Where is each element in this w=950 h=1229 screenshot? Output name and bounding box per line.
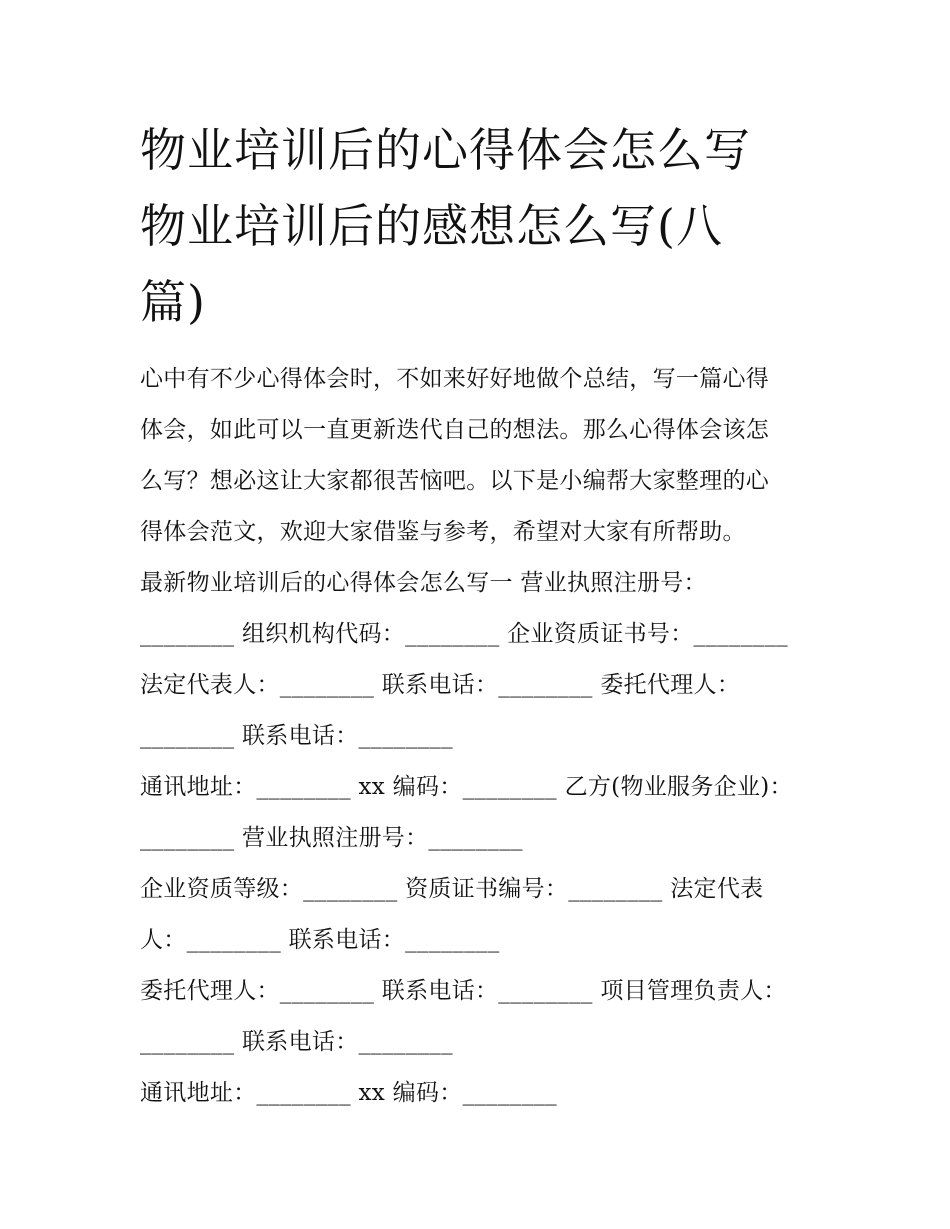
title-line: 篇): [140, 275, 206, 329]
intro-line: 体会，如此可以一直更新迭代自己的想法。那么心得体会该怎: [140, 417, 770, 443]
title-line: 物业培训后的感想怎么写(八: [140, 199, 723, 253]
content-line: 委托代理人：________ 联系电话：________ 项目管理负责人：: [140, 978, 787, 1004]
title-line: 物业培训后的心得体会怎么写: [140, 123, 751, 177]
content-line: 最新物业培训后的心得体会怎么写一 营业执照注册号：: [140, 570, 707, 596]
content-line: ________ 营业执照注册号：________: [140, 825, 523, 851]
content-line: 企业资质等级：________ 资质证书编号：________ 法定代表: [140, 876, 764, 902]
content-line: ________ 联系电话：________: [140, 1029, 453, 1055]
content-line: ________ 组织机构代码：________ 企业资质证书号：________: [140, 621, 788, 647]
content-line: 通讯地址：________ xx 编码：________ 乙方(物业服务企业)：: [140, 774, 793, 800]
intro-line: 心中有不少心得体会时，不如来好好地做个总结，写一篇心得: [140, 366, 770, 392]
document-title: [140, 112, 820, 340]
content-line: 通讯地址：________ xx 编码：________: [140, 1080, 557, 1106]
content-line: 人：________ 联系电话：________: [140, 927, 500, 953]
intro-line: 么写？想必这让大家都很苦恼吧。以下是小编帮大家整理的心: [140, 468, 770, 494]
content-line: 法定代表人：________ 联系电话：________ 委托代理人：: [140, 672, 741, 698]
document-body: [140, 354, 830, 1119]
intro-line: 得体会范文，欢迎大家借鉴与参考，希望对大家有所帮助。: [140, 519, 746, 545]
content-line: ________ 联系电话：________: [140, 723, 453, 749]
